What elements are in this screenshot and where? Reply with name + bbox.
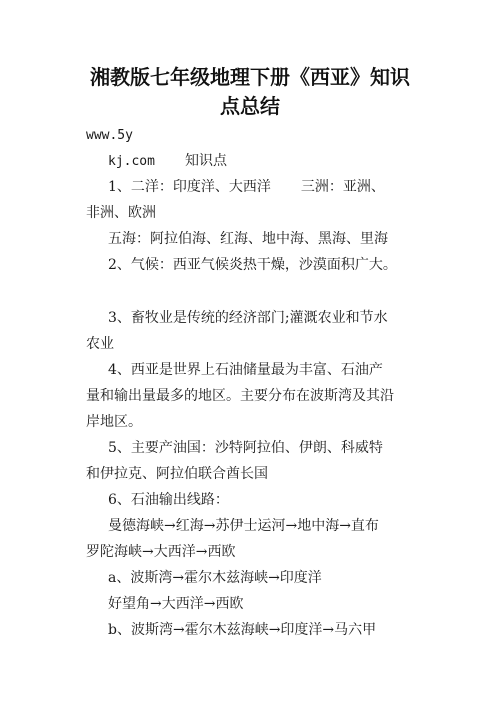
text-line <box>108 177 385 197</box>
text-fragment: 知识点 <box>184 153 227 169</box>
text-line: 非洲、欧洲 <box>86 205 156 221</box>
text-line: 和伊拉克、阿拉伯联合酋长国 <box>86 466 268 482</box>
document-title-line-2: 点总结 <box>220 94 280 118</box>
text-line: a、波斯湾→霍尔木兹海峡→印度洋 <box>108 570 322 586</box>
text-line: 岸地区。 <box>86 414 142 430</box>
text-fragment: kj.com <box>108 154 155 169</box>
text-line: 量和输出量最多的地区。主要分布在波斯湾及其沿 <box>86 388 394 404</box>
document-title-line-1: 湘教版七年级地理下册《西亚》知识 <box>90 65 410 89</box>
text-line: www.5y <box>86 128 133 143</box>
text-line: 5、主要产油国：沙特阿拉伯、伊朗、科威特 <box>108 440 383 456</box>
text-line: 农业 <box>86 336 114 352</box>
text-line <box>108 151 227 172</box>
text-line: 曼德海峡→红海→苏伊士运河→地中海→直布 <box>108 518 379 534</box>
text-line: 五海：阿拉伯海、红海、地中海、黑海、里海 <box>108 231 388 247</box>
text-line: 2、气候：西亚气候炎热干燥，沙漠面积广大。 <box>108 257 397 273</box>
text-line: 3、畜牧业是传统的经济部门;灌溉农业和节水 <box>108 310 388 326</box>
text-line: 罗陀海峡→大西洋→西欧 <box>86 544 236 560</box>
text-line: b、波斯湾→霍尔木兹海峡→印度洋→马六甲 <box>108 622 377 638</box>
text-fragment: 1、二洋：印度洋、大西洋 <box>108 179 271 195</box>
text-line: 6、石油输出线路： <box>108 492 229 508</box>
text-line: 好望角→大西洋→西欧 <box>108 596 244 612</box>
text-fragment: 三洲：亚洲、 <box>300 179 385 195</box>
text-line: 4、西亚是世界上石油储量最为丰富、石油产 <box>108 362 383 378</box>
